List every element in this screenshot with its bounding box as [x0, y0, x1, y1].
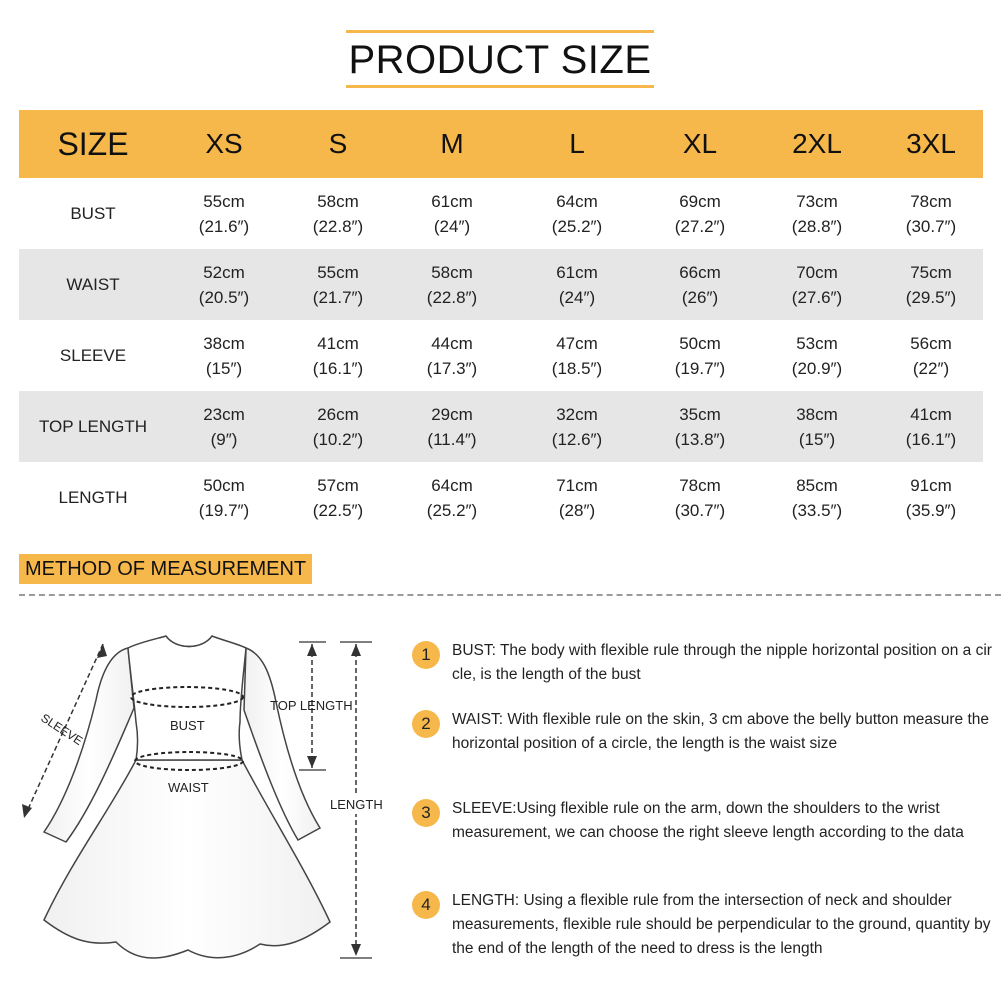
table-cell [509, 391, 645, 462]
table-row [19, 320, 983, 391]
header-m: M [395, 110, 509, 178]
row-label: LENGTH [58, 488, 128, 507]
cell-inch-value: (12.6″) [551, 429, 603, 449]
table-row [19, 249, 983, 320]
length-label: LENGTH [330, 797, 383, 812]
page-title: PRODUCT SIZE [348, 38, 652, 82]
dashed-divider [19, 594, 1001, 596]
header-s: S [281, 110, 395, 178]
cell-cm-value: 56cm [910, 333, 952, 353]
cell-cm-value: 52cm [203, 262, 245, 282]
cell-inch-value: (24″) [433, 216, 471, 236]
cell-inch-value: (33.5″) [791, 500, 843, 520]
method-heading: METHOD OF MEASUREMENT [19, 554, 312, 584]
instruction-length [412, 889, 997, 963]
table-row [19, 178, 983, 249]
cell-inch-value: (13.8″) [674, 429, 726, 449]
cell-inch-value: (30.7″) [905, 216, 957, 236]
cell-cm-value: 38cm [796, 404, 838, 424]
instruction-text: WAIST: With flexible rule on the skin, 3 cm above the belly button measure the horizontal position of a circle, the length is the waist size [452, 711, 990, 752]
cell-cm-value: 61cm [556, 262, 598, 282]
table-header-row [19, 110, 983, 178]
cell-cm-value: 35cm [679, 404, 721, 424]
cell-inch-value: (29.5″) [905, 287, 957, 307]
cell-cm-value: 73cm [796, 191, 838, 211]
cell-cm-value: 58cm [431, 262, 473, 282]
cell-cm-value: 71cm [556, 475, 598, 495]
table-cell [281, 249, 395, 320]
cell-inch-value: (27.6″) [791, 287, 843, 307]
table-cell [755, 462, 879, 533]
cell-cm-value: 29cm [431, 404, 473, 424]
waist-label: WAIST [168, 780, 209, 795]
row-label: SLEEVE [59, 346, 127, 365]
table-cell [509, 178, 645, 249]
cell-inch-value: (11.4″) [427, 429, 477, 449]
table-cell [395, 249, 509, 320]
cell-inch-value: (20.9″) [791, 358, 843, 378]
cell-cm-value: 91cm [910, 475, 952, 495]
cell-cm-value: 70cm [796, 262, 838, 282]
table-cell [395, 391, 509, 462]
table-cell [755, 178, 879, 249]
sleeve-label: SLEEVE [38, 710, 86, 748]
table-cell [879, 249, 983, 320]
table-cell [645, 320, 755, 391]
table-cell [645, 178, 755, 249]
cell-inch-value: (28″) [558, 500, 596, 520]
cell-inch-value: (22.8″) [426, 287, 478, 307]
cell-inch-value: (21.6″) [198, 216, 250, 236]
cell-inch-value: (16.1″) [905, 429, 957, 449]
table-cell [281, 320, 395, 391]
cell-cm-value: 23cm [203, 404, 245, 424]
cell-cm-value: 44cm [431, 333, 473, 353]
row-label: BUST [70, 204, 116, 223]
step-number-badge: 1 [412, 641, 440, 669]
cell-inch-value: (27.2″) [674, 216, 726, 236]
instruction-waist [412, 708, 997, 782]
cell-cm-value: 57cm [317, 475, 359, 495]
title-rule-top [346, 30, 654, 33]
cell-inch-value: (18.5″) [551, 358, 603, 378]
cell-cm-value: 26cm [317, 404, 359, 424]
table-cell [395, 462, 509, 533]
dress-diagram [0, 610, 400, 1001]
cell-cm-value: 55cm [203, 191, 245, 211]
step-number-badge: 4 [412, 891, 440, 919]
step-number-badge: 3 [412, 799, 440, 827]
table-row [19, 391, 983, 462]
cell-inch-value: (25.2″) [551, 216, 603, 236]
cell-cm-value: 64cm [556, 191, 598, 211]
table-cell [755, 249, 879, 320]
header-xs: XS [167, 110, 281, 178]
table-cell [755, 320, 879, 391]
cell-cm-value: 32cm [556, 404, 598, 424]
table-cell [167, 249, 281, 320]
table-cell [167, 320, 281, 391]
cell-cm-value: 38cm [203, 333, 245, 353]
cell-inch-value: (16.1″) [312, 358, 364, 378]
table-cell [509, 462, 645, 533]
cell-cm-value: 41cm [910, 404, 952, 424]
cell-cm-value: 47cm [556, 333, 598, 353]
table-cell [167, 391, 281, 462]
table-cell [879, 462, 983, 533]
cell-cm-value: 50cm [679, 333, 721, 353]
header-3xl: 3XL [879, 110, 983, 178]
cell-inch-value: (35.9″) [905, 500, 957, 520]
size-chart-table [19, 110, 983, 533]
dress-bodice [128, 636, 246, 760]
table-cell [395, 178, 509, 249]
row-label: TOP LENGTH [19, 391, 167, 462]
cell-inch-value: (15″) [205, 358, 243, 378]
header-l: L [509, 110, 645, 178]
cell-cm-value: 85cm [796, 475, 838, 495]
bust-label: BUST [170, 718, 205, 733]
table-cell [645, 462, 755, 533]
cell-inch-value: (25.2″) [426, 500, 478, 520]
table-cell [645, 391, 755, 462]
table-cell [281, 391, 395, 462]
cell-inch-value: (30.7″) [674, 500, 726, 520]
table-cell [167, 178, 281, 249]
page-title-block [346, 30, 654, 88]
cell-cm-value: 64cm [431, 475, 473, 495]
cell-inch-value: (17.3″) [426, 358, 478, 378]
cell-inch-value: (15″) [798, 429, 836, 449]
title-rule-bottom [346, 85, 654, 88]
table-cell [281, 462, 395, 533]
step-number-badge: 2 [412, 710, 440, 738]
instruction-bust [412, 639, 997, 689]
cell-inch-value: (19.7″) [674, 358, 726, 378]
table-cell [395, 320, 509, 391]
cell-cm-value: 41cm [317, 333, 359, 353]
table-cell [879, 320, 983, 391]
cell-inch-value: (21.7″) [312, 287, 364, 307]
table-cell [509, 249, 645, 320]
table-cell [879, 391, 983, 462]
header-size: SIZE [19, 110, 167, 178]
table-cell [755, 391, 879, 462]
cell-cm-value: 55cm [317, 262, 359, 282]
instruction-text: SLEEVE:Using flexible rule on the arm, down the shoulders to the wrist measurement, we can choose the right sleeve length according to the data [452, 800, 964, 841]
header-xl: XL [645, 110, 755, 178]
table-cell [509, 320, 645, 391]
table-cell [167, 462, 281, 533]
cell-inch-value: (22″) [912, 358, 950, 378]
cell-inch-value: (9″) [210, 429, 238, 449]
cell-inch-value: (10.2″) [312, 429, 364, 449]
cell-inch-value: (22.5″) [312, 500, 364, 520]
cell-inch-value: (19.7″) [198, 500, 250, 520]
cell-cm-value: 50cm [203, 475, 245, 495]
cell-cm-value: 53cm [796, 333, 838, 353]
cell-cm-value: 61cm [431, 191, 473, 211]
instruction-sleeve [412, 797, 997, 871]
table-cell [645, 249, 755, 320]
instruction-text: LENGTH: Using a flexible rule from the intersection of neck and shoulder measurements, flexible rule should be perpendicular to the ground, quantity by the end of the length of the need to dress is the length [452, 892, 991, 957]
cell-cm-value: 69cm [679, 191, 721, 211]
instruction-text: BUST: The body with flexible rule through the nipple horizontal position on a cir cle, is the length of the bust [452, 642, 992, 683]
cell-inch-value: (26″) [681, 287, 719, 307]
cell-inch-value: (22.8″) [312, 216, 364, 236]
cell-cm-value: 78cm [910, 191, 952, 211]
cell-inch-value: (28.8″) [791, 216, 843, 236]
cell-cm-value: 78cm [679, 475, 721, 495]
top-length-label: TOP LENGTH [270, 698, 353, 713]
cell-inch-value: (20.5″) [198, 287, 250, 307]
cell-cm-value: 66cm [679, 262, 721, 282]
row-label: WAIST [19, 249, 167, 320]
table-cell [879, 178, 983, 249]
cell-inch-value: (24″) [558, 287, 596, 307]
cell-cm-value: 58cm [317, 191, 359, 211]
table-cell [281, 178, 395, 249]
header-2xl: 2XL [755, 110, 879, 178]
cell-cm-value: 75cm [910, 262, 952, 282]
table-row [19, 462, 983, 533]
